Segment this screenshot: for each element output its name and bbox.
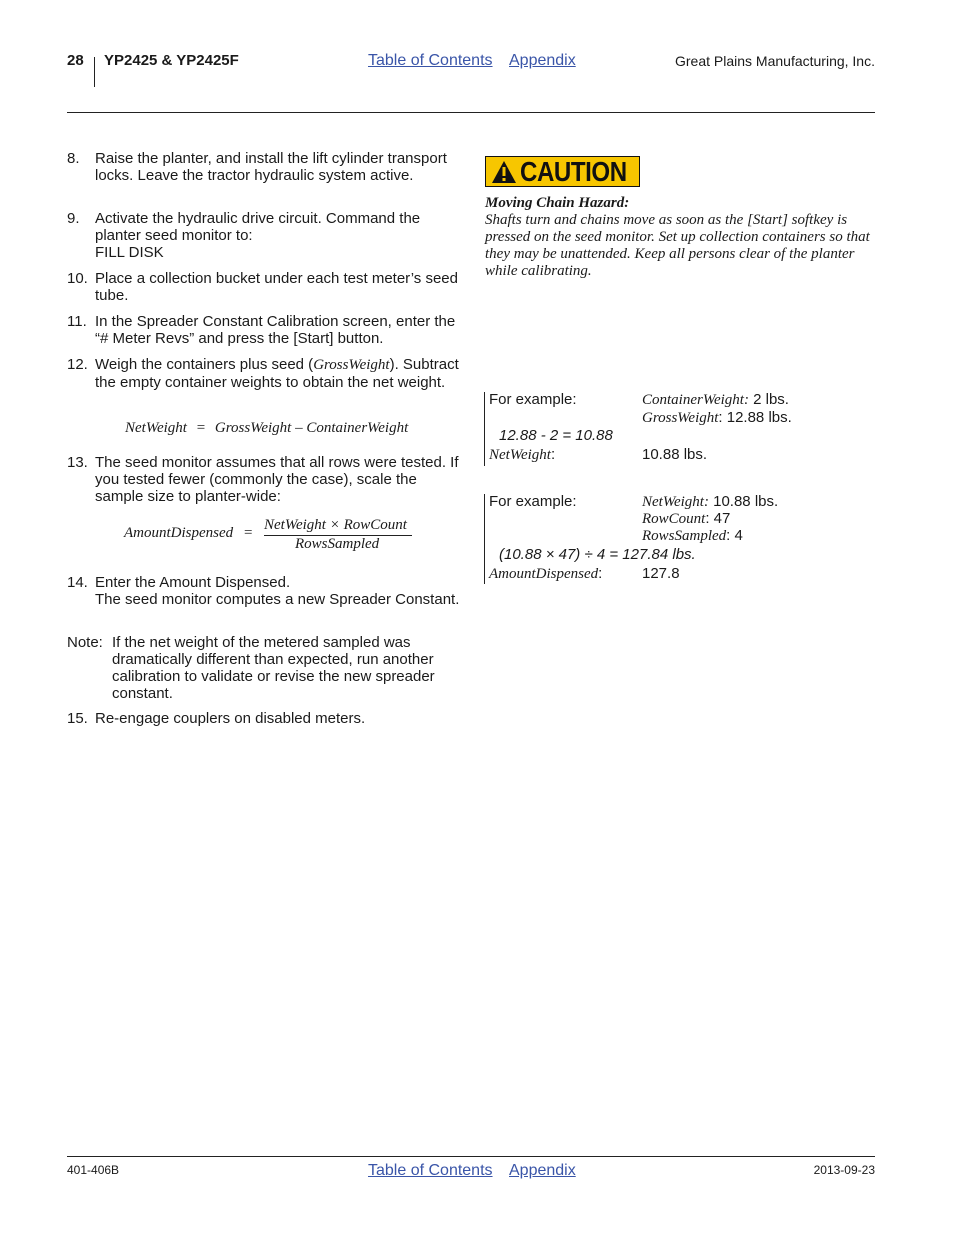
example2-rowssampled bbox=[642, 527, 743, 545]
example1-container bbox=[642, 391, 789, 409]
step-text: In the Spreader Constant Calibration screen, enter the “# Meter Revs” and press the [Start] button. bbox=[95, 313, 456, 347]
net-weight-equation bbox=[125, 420, 408, 437]
equation-lhs: AmountDispensed bbox=[124, 525, 234, 541]
caution-label bbox=[485, 156, 640, 187]
step-number: 15. bbox=[67, 710, 88, 727]
example2-net bbox=[642, 493, 778, 511]
equation-denominator: RowsSampled bbox=[295, 536, 380, 552]
equation-equals: = bbox=[244, 525, 253, 541]
colon: : bbox=[598, 565, 603, 582]
step-9 bbox=[67, 210, 462, 262]
step-number: 11. bbox=[67, 313, 87, 330]
example2-calc: (10.88 × 47) ÷ 4 = 127.84 lbs. bbox=[499, 546, 696, 563]
example1-result-label bbox=[489, 446, 555, 464]
net-weight-var: NetWeight bbox=[489, 447, 551, 463]
rows-sampled-value: : 4 bbox=[726, 527, 743, 544]
header-divider bbox=[94, 57, 95, 87]
step-text: Raise the planter, and install the lift cylinder transport locks. Leave the tractor hydraulic system active. bbox=[95, 150, 447, 184]
rows-sampled-var: RowsSampled bbox=[642, 528, 727, 544]
step-text: Activate the hydraulic drive circuit. Command the planter seed monitor to: bbox=[95, 210, 421, 244]
example1-bar bbox=[484, 392, 485, 466]
row-count-var: RowCount bbox=[642, 511, 706, 527]
step-14 bbox=[67, 574, 462, 626]
model-title: YP2425 & YP2425F bbox=[104, 52, 239, 69]
appendix-link-top[interactable]: Appendix bbox=[509, 52, 576, 69]
example1-gross bbox=[642, 409, 792, 427]
container-weight-value: 2 lbs. bbox=[753, 391, 789, 408]
net-weight-value: 10.88 lbs. bbox=[713, 493, 779, 510]
step-8 bbox=[67, 150, 462, 202]
step-result: The seed monitor computes a new Spreader Constant. bbox=[95, 591, 460, 608]
amount-dispensed-equation bbox=[124, 517, 424, 557]
example2-result-label bbox=[489, 565, 602, 583]
step-text-b: ). Subtract the empty container weights to obtain the net weight. bbox=[95, 356, 459, 391]
hazard-body: Shafts turn and chains move as soon as the [Start] softkey is pressed on the seed monitor. Set up collection containers so that they may be unattended. Keep all persons clear of the planter while calibrating. bbox=[485, 212, 870, 279]
step-12 bbox=[67, 356, 462, 408]
step-15 bbox=[67, 710, 462, 728]
example1-calc: 12.88 - 2 = 10.88 bbox=[499, 427, 613, 444]
warning-triangle-icon bbox=[491, 160, 517, 184]
row-count-value: : 47 bbox=[705, 510, 731, 527]
step-number: 10. bbox=[67, 270, 88, 287]
step-number: 13. bbox=[67, 454, 88, 471]
step-command: FILL DISK bbox=[95, 244, 164, 261]
step-number: 14. bbox=[67, 574, 88, 591]
step-number: 8. bbox=[67, 150, 80, 167]
step-10 bbox=[67, 270, 462, 305]
equation-equals: = bbox=[196, 420, 206, 436]
step-13 bbox=[67, 454, 462, 506]
note-text: If the net weight of the metered sampled was dramatically different than expected, run another calibration to validate or revise the new spreader constant. bbox=[112, 634, 435, 702]
step-text: Enter the Amount Dispensed. bbox=[95, 574, 291, 591]
step-text-a: Weigh the containers plus seed ( bbox=[95, 356, 314, 373]
note bbox=[67, 634, 462, 704]
caution-word: CAUTION bbox=[520, 156, 627, 187]
equation-rhs: GrossWeight – ContainerWeight bbox=[214, 420, 409, 436]
net-weight-var: NetWeight: bbox=[642, 494, 709, 510]
gross-weight-var: GrossWeight bbox=[642, 410, 719, 426]
step-text: Place a collection bucket under each test meter’s seed tube. bbox=[95, 270, 458, 304]
hazard-title: Moving Chain Hazard: bbox=[485, 195, 630, 211]
toc-link-top[interactable]: Table of Contents bbox=[368, 52, 493, 69]
step-text: Re-engage couplers on disabled meters. bbox=[95, 710, 366, 727]
equation-numerator: NetWeight × RowCount bbox=[264, 517, 407, 533]
appendix-link-bottom[interactable]: Appendix bbox=[509, 1162, 576, 1179]
example2-rowcount bbox=[642, 510, 730, 528]
equation-lhs: NetWeight bbox=[125, 420, 187, 436]
example1-result-value: 10.88 lbs. bbox=[642, 446, 708, 463]
document-id: 401-406B bbox=[67, 1163, 120, 1177]
footer-rule bbox=[67, 1156, 875, 1157]
gross-weight-value: : 12.88 lbs. bbox=[718, 409, 792, 426]
page-number: 28 bbox=[67, 52, 84, 69]
toc-link-bottom[interactable]: Table of Contents bbox=[368, 1162, 493, 1179]
step-number: 12. bbox=[67, 356, 88, 373]
example2-bar bbox=[484, 494, 485, 584]
gross-weight-var: GrossWeight bbox=[313, 357, 390, 373]
note-label: Note: bbox=[67, 634, 103, 651]
colon: : bbox=[550, 446, 556, 463]
example1-label: For example: bbox=[489, 391, 577, 408]
container-weight-var: ContainerWeight: bbox=[642, 392, 749, 408]
step-11 bbox=[67, 313, 462, 348]
example2-result-value: 127.8 bbox=[642, 565, 680, 582]
step-number: 9. bbox=[67, 210, 80, 227]
amount-dispensed-var: AmountDispensed bbox=[489, 566, 599, 582]
example2-label: For example: bbox=[489, 493, 577, 510]
company-name: Great Plains Manufacturing, Inc. bbox=[675, 53, 875, 69]
step-text: The seed monitor assumes that all rows were tested. If you tested fewer (commonly the case), scale the sample size to planter-wide: bbox=[95, 454, 459, 505]
header-rule bbox=[67, 112, 875, 113]
document-date: 2013-09-23 bbox=[813, 1163, 875, 1177]
